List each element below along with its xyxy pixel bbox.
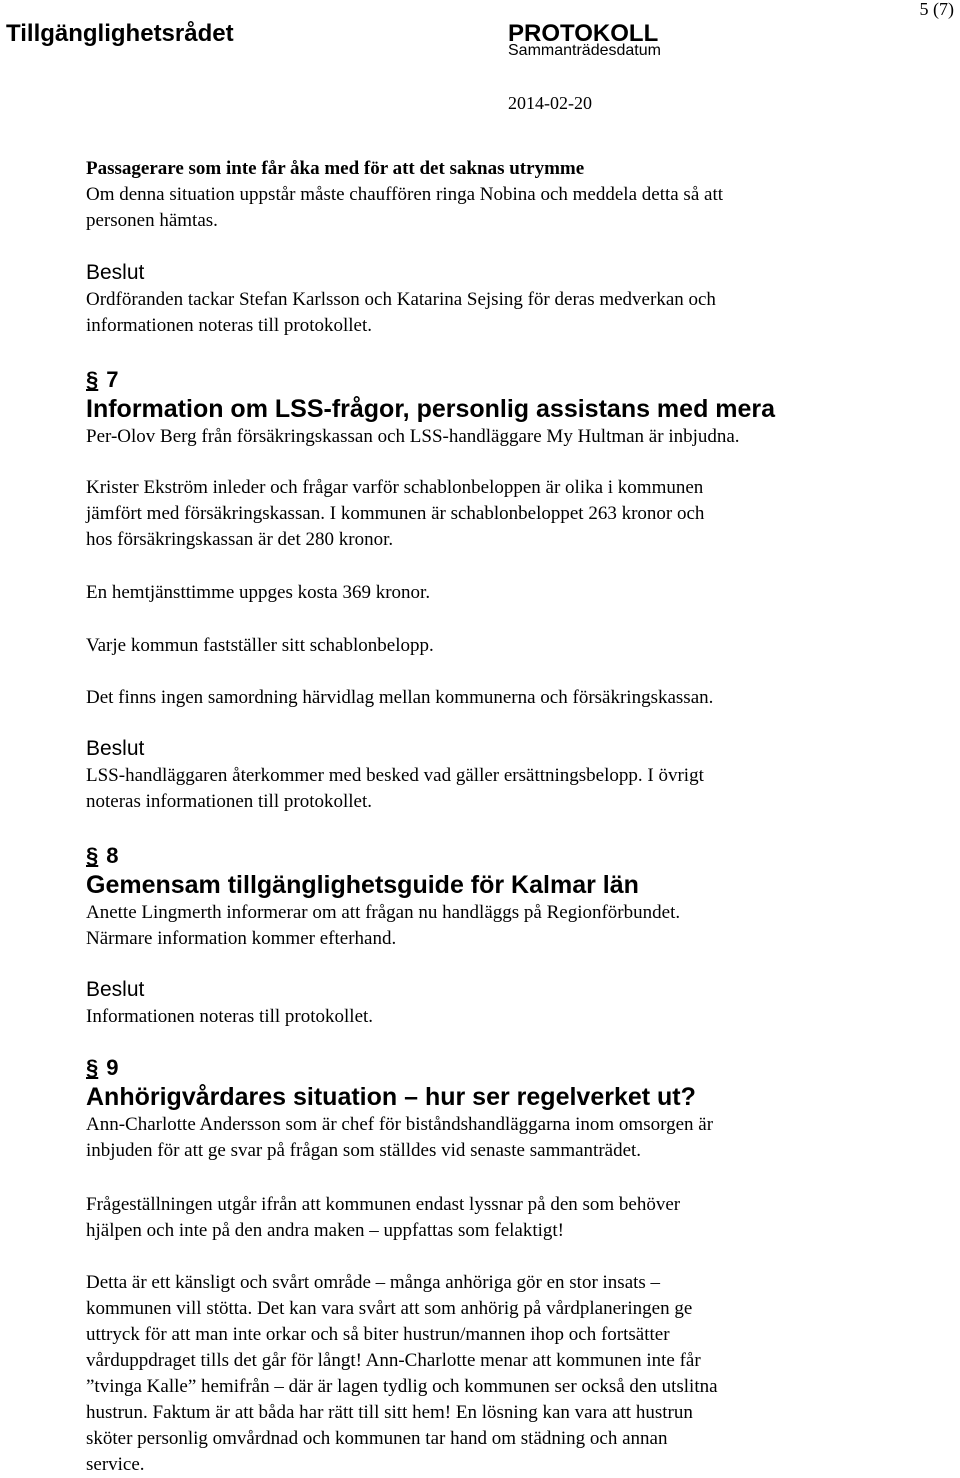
section-7	[86, 366, 886, 450]
text-line: vårduppdraget tills det går för långt! Ann-Charlotte menar att kommunen inte får	[86, 1350, 701, 1371]
intro-section	[86, 156, 886, 234]
section-title: Gemensam tillgänglighetsguide för Kalmar län	[86, 871, 639, 899]
date-label: Sammanträdesdatum	[508, 42, 661, 59]
page-number: 5 (7)	[919, 0, 954, 19]
section-9	[86, 1054, 886, 1164]
text-line: Anette Lingmerth informerar om att frågan nu handläggs på Regionförbundet.	[86, 902, 681, 923]
intro-beslut	[86, 259, 886, 339]
section-number-value: 8	[106, 843, 119, 868]
section-8-beslut	[86, 976, 886, 1030]
text-line: hos försäkringskassan är det 280 kronor.	[86, 529, 394, 550]
beslut-heading: Beslut	[86, 737, 145, 760]
text-line: Detta är ett känsligt och svårt område – många anhöriga gör en stor insats –	[86, 1272, 661, 1293]
text-line: uttryck för att man inte orkar och så biter hustrun/mannen ihop och fortsätter	[86, 1324, 670, 1345]
section-7-para2	[86, 580, 886, 606]
text-line: Krister Ekström inleder och frågar varför schablonbeloppen är olika i kommunen	[86, 477, 704, 498]
section-title: Information om LSS-frågor, personlig assistans med mera	[86, 395, 776, 423]
text-line: Informationen noteras till protokollet.	[86, 1006, 374, 1027]
section-symbol: §	[86, 367, 99, 392]
text-line: personen hämtas.	[86, 210, 218, 231]
section-8	[86, 842, 886, 952]
section-7-para4	[86, 685, 886, 711]
document-type: PROTOKOLL	[508, 20, 659, 47]
section-7-beslut	[86, 735, 886, 815]
text-line: Det finns ingen samordning härvidlag mellan kommunerna och försäkringskassan.	[86, 687, 714, 708]
text-line: Om denna situation uppstår måste chauffören ringa Nobina och meddela detta så att	[86, 184, 724, 205]
section-9-para3	[86, 1270, 886, 1478]
text-line: Närmare information kommer efterhand.	[86, 928, 397, 949]
text-line: jämfört med försäkringskassan. I kommunen är schablonbeloppet 263 kronor och	[86, 503, 705, 524]
text-line: sköter personlig omvårdnad och kommunen tar hand om städning och annan	[86, 1428, 668, 1449]
text-line: Varje kommun fastställer sitt schablonbelopp.	[86, 635, 434, 656]
section-7-para1	[86, 475, 886, 553]
section-9-para2	[86, 1192, 886, 1244]
section-symbol: §	[86, 843, 99, 868]
text-line: Frågeställningen utgår ifrån att kommunen endast lyssnar på den som behöver	[86, 1194, 681, 1215]
section-title: Anhörigvårdares situation – hur ser regelverket ut?	[86, 1083, 696, 1111]
meeting-date: 2014-02-20	[508, 93, 592, 113]
text-line: service.	[86, 1454, 145, 1475]
text-line: hjälpen och inte på den andra maken – uppfattas som felaktigt!	[86, 1220, 565, 1241]
text-line: inbjuden för att ge svar på frågan som ställdes vid senaste sammanträdet.	[86, 1140, 642, 1161]
section-number	[86, 842, 886, 870]
section-number-value: 7	[106, 367, 119, 392]
section-number	[86, 366, 886, 394]
intro-title: Passagerare som inte får åka med för att det saknas utrymme	[86, 158, 585, 179]
beslut-heading: Beslut	[86, 261, 145, 284]
section-number	[86, 1054, 886, 1082]
text-line: kommunen vill stötta. Det kan vara svårt att som anhörig på vårdplaneringen ge	[86, 1298, 693, 1319]
text-line: Per-Olov Berg från försäkringskassan och LSS-handläggare My Hultman är inbjudna.	[86, 426, 740, 447]
text-line: Ann-Charlotte Andersson som är chef för biståndshandläggarna inom omsorgen är	[86, 1114, 714, 1135]
text-line: ”tvinga Kalle” hemifrån – där är lagen tydlig och kommunen ser också den utslitna	[86, 1376, 718, 1397]
organization-name: Tillgänglighetsrådet	[6, 20, 234, 47]
section-7-para3	[86, 633, 886, 659]
text-line: LSS-handläggaren återkommer med besked vad gäller ersättningsbelopp. I övrigt	[86, 765, 704, 786]
section-number-value: 9	[106, 1055, 119, 1080]
text-line: informationen noteras till protokollet.	[86, 315, 372, 336]
text-line: noteras informationen till protokollet.	[86, 791, 372, 812]
beslut-heading: Beslut	[86, 978, 145, 1001]
text-line: En hemtjänsttimme uppges kosta 369 kronor.	[86, 582, 431, 603]
section-symbol: §	[86, 1055, 99, 1080]
text-line: hustrun. Faktum är att båda har rätt till sitt hem! En lösning kan vara att hustrun	[86, 1402, 693, 1423]
text-line: Ordföranden tackar Stefan Karlsson och Katarina Sejsing för deras medverkan och	[86, 289, 716, 310]
